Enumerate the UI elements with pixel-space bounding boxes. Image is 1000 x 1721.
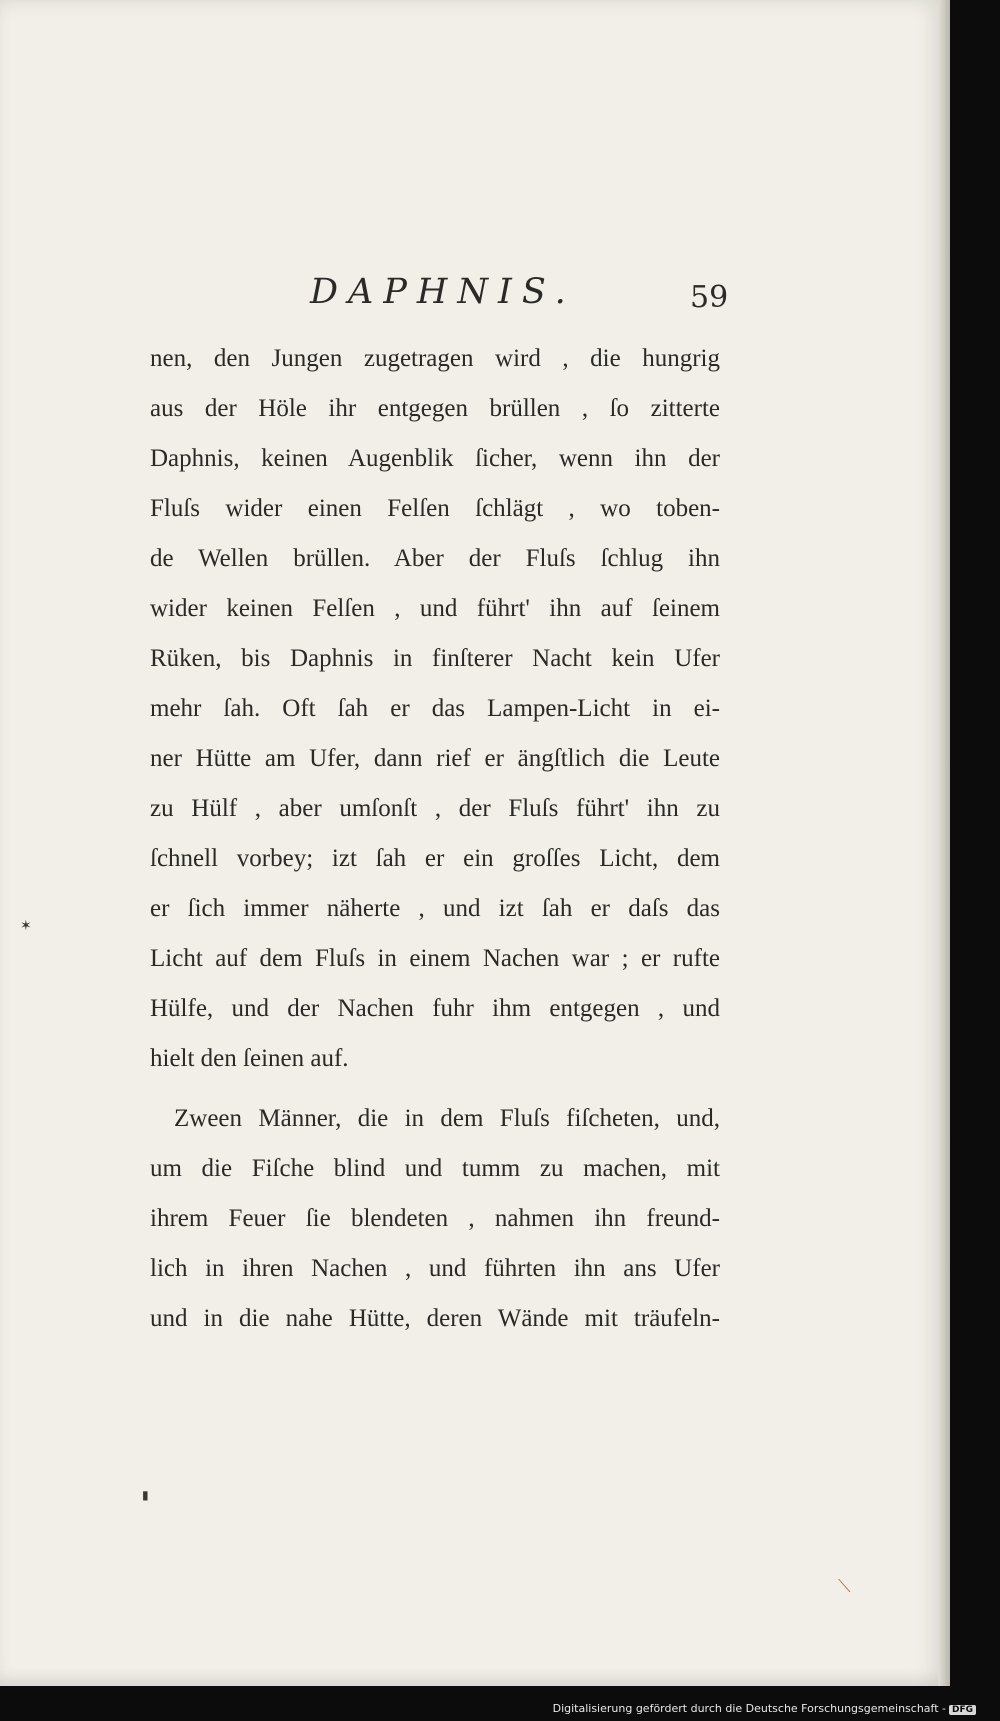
text-line: nen, den Jungen zugetragen wird , die hungrig xyxy=(150,345,720,372)
margin-speck: ⟍ xyxy=(838,1576,851,1597)
text-line: Rüken, bis Daphnis in finſterer Nacht kein Ufer xyxy=(150,645,720,672)
paragraph-2 xyxy=(150,1094,720,1344)
text-line: Zween Männer, die in dem Fluſs fiſcheten, und, xyxy=(174,1105,720,1132)
text-line: ſchnell vorbey; izt ſah er ein groſſes Licht, dem xyxy=(150,845,720,872)
dfg-logo: DFG xyxy=(949,1705,976,1715)
credit-text: Digitalisierung gefördert durch die Deutsche Forschungsgemeinschaft - xyxy=(552,1702,946,1715)
digitization-credit xyxy=(553,1702,976,1715)
text-line: lich in ihren Nachen , und führten ihn ans Ufer xyxy=(150,1255,720,1282)
paragraph-1 xyxy=(150,334,720,1084)
margin-speck: ▮ xyxy=(142,1488,149,1502)
text-line: Fluſs wider einen Felſen ſchlägt , wo toben- xyxy=(150,495,720,522)
page-edge xyxy=(938,0,950,1686)
running-title: DAPHNIS. xyxy=(310,272,576,312)
text-line: zu Hülf , aber umſonſt , der Fluſs führt' ihn zu xyxy=(150,795,720,822)
text-line: hielt den ſeinen auf. xyxy=(150,1045,349,1072)
text-line: und in die nahe Hütte, deren Wände mit träufeln- xyxy=(150,1305,720,1332)
paragraph-gap xyxy=(150,1084,720,1094)
text-line: ihrem Feuer ſie blendeten , nahmen ihn freund- xyxy=(150,1205,720,1232)
text-line: ner Hütte am Ufer, dann rief er ängſtlich die Leute xyxy=(150,745,720,772)
text-line: Hülfe, und der Nachen fuhr ihm entgegen , und xyxy=(150,995,720,1022)
body-text xyxy=(150,334,720,1344)
text-line: er ſich immer näherte , und izt ſah er daſs das xyxy=(150,895,720,922)
text-line: wider keinen Felſen , und führt' ihn auf ſeinem xyxy=(150,595,720,622)
text-line: Licht auf dem Fluſs in einem Nachen war ; er rufte xyxy=(150,945,720,972)
page-number: 59 xyxy=(690,280,729,315)
margin-speck: ✶ xyxy=(20,918,32,934)
text-line: um die Fiſche blind und tumm zu machen, mit xyxy=(150,1155,720,1182)
text-line: mehr ſah. Oft ſah er das Lampen-Licht in ei- xyxy=(150,695,720,722)
text-line: Daphnis, keinen Augenblik ſicher, wenn ihn der xyxy=(150,445,720,472)
text-line: aus der Höle ihr entgegen brüllen , ſo zitterte xyxy=(150,395,720,422)
text-line: de Wellen brüllen. Aber der Fluſs ſchlug ihn xyxy=(150,545,720,572)
